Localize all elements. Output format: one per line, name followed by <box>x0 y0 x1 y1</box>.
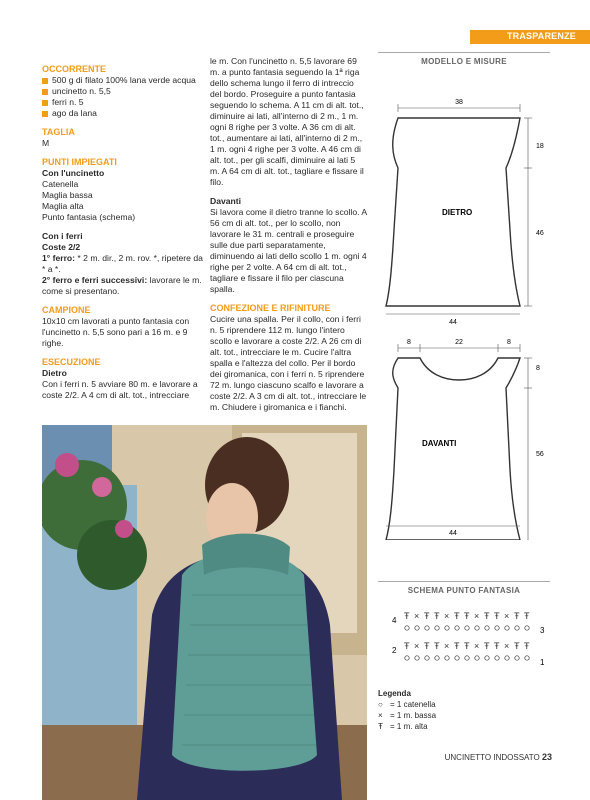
davanti-heading: Davanti <box>210 196 242 206</box>
stitch-symbol: Ŧ <box>404 611 410 621</box>
stitch-item: Maglia alta <box>42 201 84 211</box>
middle-column <box>210 56 367 413</box>
dim-right-upper: 18 <box>536 143 544 150</box>
chain-symbol <box>405 626 409 630</box>
dim-right-upper: 8 <box>536 365 540 372</box>
chain-symbol <box>485 656 489 660</box>
watermark: PassionForum.ru <box>509 782 578 792</box>
left-column <box>42 56 204 401</box>
chain-symbol <box>425 656 429 660</box>
stitch-symbol: Ŧ <box>484 641 490 651</box>
chain-symbol <box>465 626 469 630</box>
stitch-symbol: Ŧ <box>524 611 530 621</box>
occorrente-title: OCCORRENTE <box>42 64 107 74</box>
campione-title: CAMPIONE <box>42 305 91 315</box>
punti-title: PUNTI IMPIEGATI <box>42 157 117 167</box>
dim-left: 8 <box>407 339 411 346</box>
stitch-symbol: × <box>414 611 420 621</box>
stitch-symbol: × <box>444 641 450 651</box>
uncinetto-heading: Con l'uncinetto <box>42 168 105 178</box>
legend <box>378 688 550 732</box>
chain-symbol <box>525 626 529 630</box>
confezione-text: Cucire una spalla. Per il collo, con i ferri n. 5 riprendere 112 m. lungo l'intero scollo e lavorare a coste 2/2. A 26 cm di alt. tot., intrecciare le m. Cucire l'altra spalla e l'altezza del collo. Per il bordo dei giromanica, con i ferri n. 5 riprendere 72 m. lungo ciascuno scalfo e lavorare a coste 2/2. A 3 cm di alt. tot., intrecciare le m. Chiudere i giromanica e i fianchi. <box>210 314 367 412</box>
ferri-heading: Con i ferri <box>42 231 83 241</box>
chain-symbol <box>495 626 499 630</box>
row-label: 4 <box>392 616 397 625</box>
stitch-symbol: Ŧ <box>524 641 530 651</box>
dietro-text: Con i ferri n. 5 avviare 80 m. e lavorare a coste 2/2. A 4 cm di alt. tot., intrecciare <box>42 379 198 400</box>
dietro-schematic <box>386 99 544 326</box>
stitch-item: Catenella <box>42 179 79 189</box>
taglia-title: TAGLIA <box>42 127 75 137</box>
page-footer <box>445 752 552 762</box>
stitch-symbol: Ŧ <box>454 641 460 651</box>
stitch-rows <box>404 611 530 660</box>
chain-symbol <box>525 656 529 660</box>
stitch-symbol: Ŧ <box>464 611 470 621</box>
stitch-symbol: × <box>474 641 480 651</box>
confezione-title: CONFEZIONE E RIFINITURE <box>210 303 331 313</box>
stitch-symbol: Ŧ <box>434 611 440 621</box>
davanti-schematic <box>386 339 544 540</box>
chain-symbol <box>415 656 419 660</box>
schema-panel <box>378 522 550 732</box>
chain-symbol <box>515 656 519 660</box>
chain-symbol <box>515 626 519 630</box>
chain-symbol <box>405 656 409 660</box>
stitch-symbol: Ŧ <box>404 641 410 651</box>
stitch-symbol: × <box>504 641 510 651</box>
chain-symbol <box>505 656 509 660</box>
stitch-symbol: × <box>504 611 510 621</box>
ferro1-text: 1° ferro: * 2 m. dir., 2 m. rov. *, ripetere da * a *. <box>42 253 203 274</box>
bullet-icon <box>42 111 48 117</box>
material-item: 500 g di filato 100% lana verde acqua <box>42 75 204 86</box>
chain-symbol <box>485 626 489 630</box>
photo-illustration <box>42 425 367 800</box>
chain-symbol <box>425 626 429 630</box>
chain-symbol <box>445 626 449 630</box>
chain-symbol <box>435 626 439 630</box>
stitch-symbol: × <box>474 611 480 621</box>
chain-symbol <box>415 626 419 630</box>
stitch-symbol: Ŧ <box>484 611 490 621</box>
divider <box>378 581 550 582</box>
row-label: 2 <box>392 646 397 655</box>
bullet-icon <box>42 89 48 95</box>
model-photo <box>42 425 367 800</box>
dim-bottom: 44 <box>449 319 457 326</box>
chain-symbol <box>465 656 469 660</box>
taglia-value: M <box>42 138 50 148</box>
dietro-continued-text: le m. Con l'uncinetto n. 5,5 lavorare 69 m. a punto fantasia seguendo la 1ª riga dello schema lungo il ferro di intreccio del bordo. Proseguire a punto fantasia seguendo lo schema. A 11 cm di alt. tot., diminuire ai lati, all'interno di 2 m., 1 m. ogni 8 righe per 3 volte. A 36 cm di alt. tot., aumentare ai lati, all'interno di 2 m., 1 m. ogni 4 righe per 3 volte. A 46 cm di alt. tot., per gli scalfi, diminuire ai lati 5 m. A 64 cm di alt. tot., tagliare e fissare il filo. <box>210 56 364 187</box>
chain-symbol <box>435 656 439 660</box>
section-tag: TRASPARENZE <box>506 31 576 41</box>
row-label: 1 <box>540 658 545 667</box>
legend-title: Legenda <box>378 689 411 698</box>
davanti-label: DAVANTI <box>422 439 457 448</box>
campione-text: 10x10 cm lavorati a punto fantasia con l'uncinetto n. 5,5 sono pari a 16 m. e 9 righe. <box>42 316 190 348</box>
ferro2-text: 2° ferro e ferri successivi: lavorare le m. come si presentano. <box>42 275 202 296</box>
chain-symbol <box>505 626 509 630</box>
dietro-label: DIETRO <box>442 208 473 217</box>
stitch-chart <box>378 599 550 679</box>
dim-right-lower: 56 <box>536 451 544 458</box>
stitch-symbol: Ŧ <box>494 611 500 621</box>
legend-item: × = 1 m. bassa <box>378 711 437 720</box>
dietro-heading: Dietro <box>42 368 67 378</box>
material-item: ago da lana <box>42 108 204 119</box>
legend-item: Ŧ = 1 m. alta <box>378 722 428 731</box>
stitch-symbol: Ŧ <box>454 611 460 621</box>
chain-symbol <box>475 626 479 630</box>
dim-bottom: 44 <box>449 530 457 536</box>
esecuzione-title: ESECUZIONE <box>42 357 101 367</box>
coste-heading: Coste 2/2 <box>42 242 81 252</box>
bullet-icon <box>42 100 48 106</box>
chain-symbol <box>455 656 459 660</box>
schema-title: SCHEMA PUNTO FANTASIA <box>407 586 521 595</box>
stitch-symbol: Ŧ <box>514 641 520 651</box>
chain-symbol <box>475 656 479 660</box>
modello-title: MODELLO E MISURE <box>421 57 507 66</box>
dim-right: 8 <box>507 339 511 346</box>
stitch-symbol: Ŧ <box>464 641 470 651</box>
stitch-symbol: × <box>414 641 420 651</box>
magazine-name: UNCINETTO INDOSSATO <box>444 753 540 762</box>
stitch-symbol: Ŧ <box>434 641 440 651</box>
material-item: uncinetto n. 5,5 <box>42 86 204 97</box>
stitch-symbol: Ŧ <box>494 641 500 651</box>
dim-right-lower: 46 <box>536 230 544 237</box>
davanti-width <box>378 522 550 536</box>
page-number: 23 <box>541 752 552 762</box>
chain-symbol <box>495 656 499 660</box>
diagram-column <box>378 52 550 545</box>
stitch-symbol: Ŧ <box>424 641 430 651</box>
dim-top: 38 <box>455 99 463 106</box>
stitch-item: Punto fantasia (schema) <box>42 212 136 222</box>
stitch-symbol: Ŧ <box>424 611 430 621</box>
dim-center: 22 <box>455 339 463 346</box>
material-item: ferri n. 5 <box>42 97 204 108</box>
stitch-symbol: × <box>444 611 450 621</box>
row-label: 3 <box>540 626 545 635</box>
davanti-text: Si lavora come il dietro tranne lo scollo. A 56 cm di alt. tot., per lo scollo, non lavorare le 31 m. centrali e proseguire sulle due parti separatamente, diminuendo ai lati dello scollo 1 m. ogni 4 righe per 2 volte. A 64 cm di alt. tot., tagliare e fissare il filo per ciascuna spalla. <box>210 207 367 294</box>
davanti-outline <box>386 358 520 540</box>
stitch-symbol: Ŧ <box>514 611 520 621</box>
schematic-diagrams <box>378 70 550 540</box>
chain-symbol <box>455 626 459 630</box>
stitch-item: Maglia bassa <box>42 190 93 200</box>
bullet-icon <box>42 78 48 84</box>
chain-symbol <box>445 656 449 660</box>
legend-item: ○ = 1 catenella <box>378 700 436 709</box>
divider <box>378 52 550 53</box>
